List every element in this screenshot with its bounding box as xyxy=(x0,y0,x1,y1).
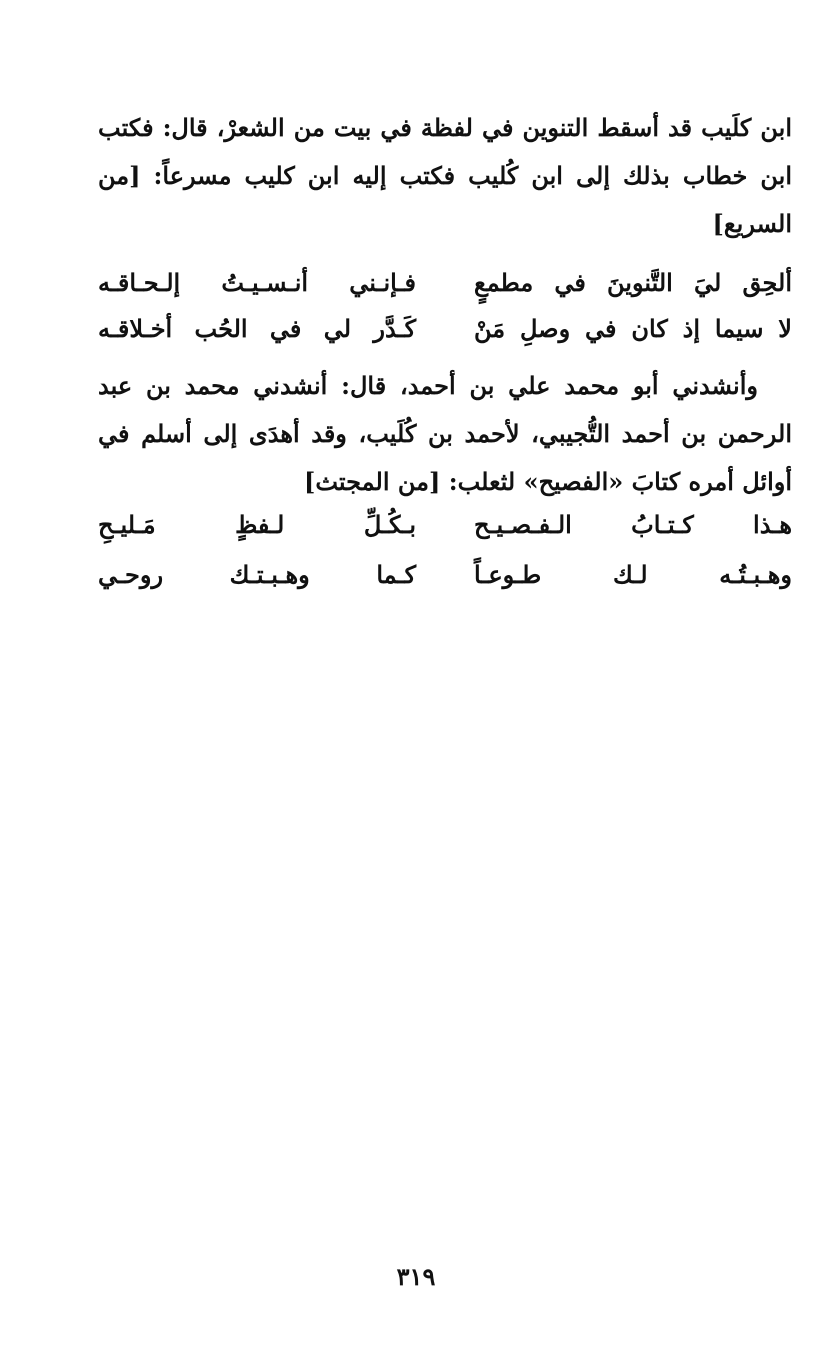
poem-1-line-2 xyxy=(98,306,792,352)
first-hemistich: لا سيما إذ كان في وصلِ مَنْ xyxy=(474,314,792,343)
first-hemistich: هـذا كـتـابُ الـفـصـيـح xyxy=(474,510,792,539)
poem-1 xyxy=(98,260,792,352)
second-hemistich: كَـدَّر لي في الحُب أخـلاقـه xyxy=(98,314,416,343)
poem-2 xyxy=(98,500,792,600)
poem-1-line-1 xyxy=(98,260,792,306)
paragraph-text: وأنشدني أبو محمد علي بن أحمد، قال: أنشدني محمد بن عبد الرحمن بن أحمد التُّجيبي، لأحمد بن كُلَيب، وقد أهدَى إلى أسلم في أوائل أمره كتابَ «الفصيح» لثعلب: [من المجتث] xyxy=(98,371,792,496)
second-hemistich: بـكُـلِّ لـفظٍ مَـليـحِ xyxy=(98,510,416,539)
page-number: ٣١٩ xyxy=(396,1262,436,1291)
second-hemistich: فـإنـني أنـسـيـتُ إلـحـاقـه xyxy=(98,268,416,297)
first-hemistich: ألحِق ليَ التَّنوينَ في مطمعٍ xyxy=(474,268,792,297)
poem-2-line-2 xyxy=(98,550,792,600)
first-hemistich: وهـبـتُـه لـك طـوعـاً xyxy=(474,560,792,589)
second-hemistich: كـما وهـبـتـك روحـي xyxy=(98,560,416,589)
poem-2-line-1 xyxy=(98,500,792,550)
paragraph-attribution xyxy=(98,362,792,506)
paragraph-intro xyxy=(98,104,792,248)
paragraph-text: ابن كلَيب قد أسقط التنوين في لفظة في بيت من الشعرْ، قال: فكتب ابن خطاب بذلك إلى ابن كُليب فكتب إليه ابن كليب مسرعاً: [من السريع] xyxy=(98,113,792,238)
